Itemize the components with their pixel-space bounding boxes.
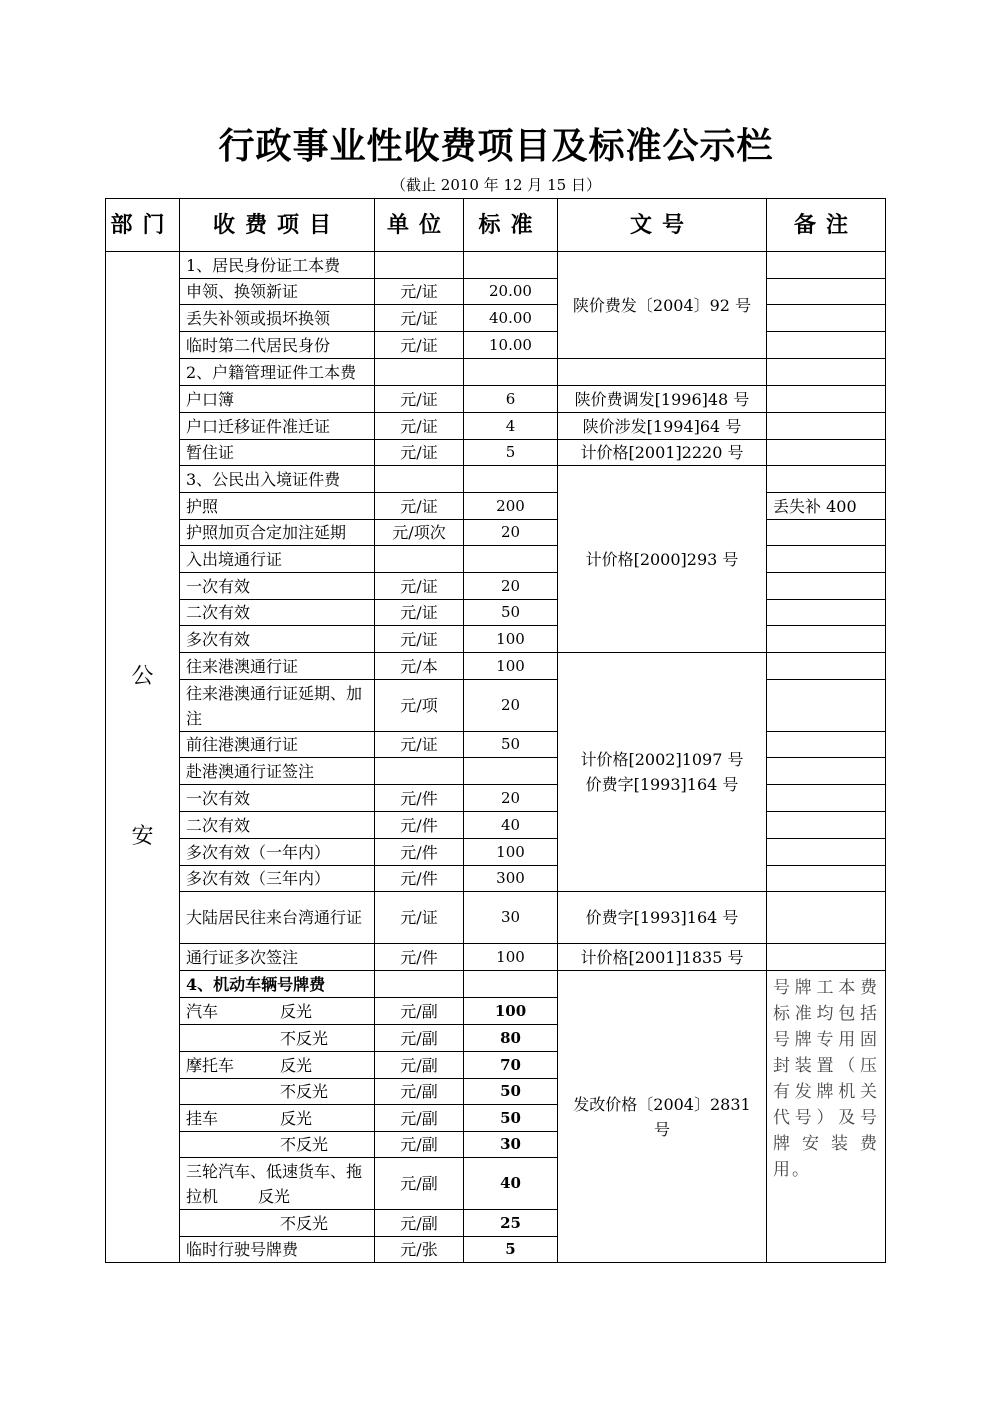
item-cell: 护照 [180,493,375,520]
table-row [106,653,886,680]
note-cell [767,866,886,892]
item-cell: 1、居民身份证工本费 [180,252,375,279]
table-row [106,573,886,600]
doc-cell [558,653,767,892]
doc-cell: 陕价费发〔2004〕92 号 [558,252,767,359]
item-cell: 大陆居民往来台湾通行证 [180,892,375,944]
item-cell: 2、户籍管理证件工本费 [180,359,375,386]
item-cell: 通行证多次签注 [180,944,375,971]
item-cell: 一次有效 [180,785,375,812]
item-cell: 户口迁移证件准迁证 [180,413,375,440]
item-cell: 临时行驶号牌费 [180,1237,375,1263]
item-cell: 3、公民出入境证件费 [180,466,375,493]
item-vehicle: 摩托车 [186,1055,235,1075]
table-row [106,493,886,520]
unit-cell [375,546,464,573]
unit-cell: 元/件 [375,944,464,971]
item-reflect: 不反光 [280,1135,329,1154]
item-cell: 赴港澳通行证签注 [180,758,375,785]
unit-cell: 元/证 [375,573,464,600]
note-cell [767,573,886,600]
table-row [106,279,886,305]
item-reflect: 反光 [280,1108,313,1128]
unit-cell: 元/件 [375,812,464,839]
header-std: 标准 [464,199,558,252]
note-cell [767,359,886,386]
std-cell: 80 [464,1025,558,1052]
unit-cell: 元/副 [375,1052,464,1079]
std-cell [464,758,558,785]
table-row [106,758,886,785]
item-reflect: 不反光 [280,1028,329,1048]
dept-cell [106,252,180,1263]
item-cell: 往来港澳通行证延期、加注 [180,680,375,732]
table-row [106,466,886,493]
item-cell [180,1052,375,1079]
table-row [106,839,886,866]
doc-line: 计价格[2002]1097 号 [580,750,744,769]
note-cell [767,386,886,413]
item-reflect: 不反光 [280,1213,329,1233]
table-row [106,305,886,332]
item-cell: 前往港澳通行证 [180,732,375,758]
unit-cell: 元/证 [375,279,464,305]
unit-cell: 元/副 [375,1025,464,1052]
std-cell: 5 [464,1237,558,1263]
item-cell: 二次有效 [180,600,375,626]
doc-cell: 价费字[1993]164 号 [558,892,767,944]
item-cell [180,1132,375,1158]
doc-cell: 计价格[2001]1835 号 [558,944,767,971]
std-cell: 20 [464,785,558,812]
note-cell [767,305,886,332]
table-row [106,386,886,413]
item-reflect: 反光 [280,1001,313,1021]
item-cell [180,998,375,1025]
item-cell [180,1105,375,1132]
note-cell [767,839,886,866]
note-cell [767,252,886,279]
unit-cell: 元/张 [375,1237,464,1263]
std-cell: 100 [464,944,558,971]
note-cell [767,440,886,466]
table-row [106,892,886,944]
doc-cell: 陕价费调发[1996]48 号 [558,386,767,413]
note-cell: 丢失补 400 [767,493,886,520]
fee-table [105,198,886,1263]
item-cell: 丢失补领或损坏换领 [180,305,375,332]
std-cell: 200 [464,493,558,520]
unit-cell: 元/证 [375,305,464,332]
std-cell: 40 [464,812,558,839]
unit-cell: 元/件 [375,866,464,892]
std-cell: 5 [464,440,558,466]
table-row [106,680,886,732]
item-reflect: 不反光 [280,1082,329,1101]
std-cell: 30 [464,892,558,944]
std-cell: 70 [464,1052,558,1079]
std-cell [464,252,558,279]
std-cell: 10.00 [464,332,558,359]
table-row [106,944,886,971]
unit-cell: 元/证 [375,493,464,520]
item-cell: 户口簿 [180,386,375,413]
std-cell: 25 [464,1210,558,1237]
std-cell [464,546,558,573]
table-row [106,413,886,440]
item-cell: 临时第二代居民身份 [180,332,375,359]
note-cell [767,653,886,680]
unit-cell: 元/证 [375,732,464,758]
item-reflect: 反光 [280,1055,313,1075]
note-cell [767,812,886,839]
unit-cell [375,252,464,279]
std-cell: 300 [464,866,558,892]
item-cell [180,1210,375,1237]
std-cell: 50 [464,600,558,626]
header-note: 备注 [767,199,886,252]
note-cell [767,600,886,626]
table-row [106,812,886,839]
table-row [106,520,886,546]
unit-cell: 元/证 [375,892,464,944]
std-cell: 30 [464,1132,558,1158]
std-cell: 40.00 [464,305,558,332]
unit-cell [375,466,464,493]
note-cell [767,279,886,305]
std-cell: 100 [464,839,558,866]
header-dept: 部门 [106,199,180,252]
page-subtitle: （截止 2010 年 12 月 15 日） [391,176,601,194]
note-cell [767,732,886,758]
item-cell: 往来港澳通行证 [180,653,375,680]
doc-cell [558,359,767,386]
doc-cell: 计价格[2000]293 号 [558,466,767,653]
unit-cell: 元/件 [375,785,464,812]
note-cell [767,520,886,546]
std-cell: 50 [464,1079,558,1105]
table-header-row [106,199,886,252]
unit-cell: 元/项次 [375,520,464,546]
unit-cell [375,758,464,785]
note-cell [767,892,886,944]
unit-cell: 元/证 [375,413,464,440]
std-cell: 100 [464,653,558,680]
table-row [106,626,886,653]
table-row [106,971,886,998]
dept-char-1: 公 [131,664,154,689]
doc-line: 价费字[1993]164 号 [585,775,739,794]
item-cell [180,1158,375,1210]
item-reflect: 反光 [258,1186,291,1206]
unit-cell: 元/件 [375,839,464,866]
unit-cell: 元/副 [375,1210,464,1237]
std-cell: 20 [464,680,558,732]
item-vehicle: 挂车 [186,1108,219,1128]
doc-cell: 计价格[2001]2220 号 [558,440,767,466]
item-cell: 4、机动车辆号牌费 [180,971,375,998]
unit-cell: 元/副 [375,998,464,1025]
std-cell: 100 [464,998,558,1025]
note-cell [767,332,886,359]
note-cell [767,546,886,573]
item-cell: 一次有效 [180,573,375,600]
note-cell [767,413,886,440]
note-cell [767,944,886,971]
note-cell [767,758,886,785]
std-cell: 4 [464,413,558,440]
table-row [106,546,886,573]
doc-cell: 陕价涉发[1994]64 号 [558,413,767,440]
unit-cell [375,971,464,998]
note-cell [767,785,886,812]
unit-cell: 元/副 [375,1158,464,1210]
item-cell: 入出境通行证 [180,546,375,573]
item-cell: 暂住证 [180,440,375,466]
unit-cell: 元/证 [375,332,464,359]
item-cell: 多次有效（一年内） [180,839,375,866]
table-row [106,866,886,892]
std-cell: 6 [464,386,558,413]
table-row [106,332,886,359]
item-vehicle: 汽车 [186,1001,219,1021]
unit-cell: 元/副 [375,1105,464,1132]
item-cell [180,1025,375,1052]
table-row [106,732,886,758]
item-cell: 护照加页合定加注延期 [180,520,375,546]
unit-cell: 元/证 [375,386,464,413]
table-row [106,600,886,626]
unit-cell: 元/副 [375,1132,464,1158]
table-row [106,359,886,386]
item-cell [180,1079,375,1105]
std-cell: 100 [464,626,558,653]
std-cell: 50 [464,732,558,758]
table-row [106,785,886,812]
std-cell: 20.00 [464,279,558,305]
header-unit: 单位 [375,199,464,252]
doc-cell: 发改价格〔2004〕2831 号 [558,971,767,1263]
std-cell [464,971,558,998]
unit-cell: 元/本 [375,653,464,680]
item-cell: 二次有效 [180,812,375,839]
std-cell: 20 [464,520,558,546]
unit-cell: 元/证 [375,626,464,653]
std-cell: 20 [464,573,558,600]
unit-cell [375,359,464,386]
item-cell: 申领、换领新证 [180,279,375,305]
item-cell: 多次有效（三年内） [180,866,375,892]
note-cell [767,466,886,493]
unit-cell: 元/项 [375,680,464,732]
note-cell: 号牌工本费标准均包括号牌专用固封装置（压有发牌机关代号）及号牌安装费用。 [767,971,886,1263]
std-cell [464,359,558,386]
page-title: 行政事业性收费项目及标准公示栏 [218,125,774,167]
std-cell: 50 [464,1105,558,1132]
unit-cell: 元/证 [375,600,464,626]
unit-cell: 元/副 [375,1079,464,1105]
header-item: 收费项目 [180,199,375,252]
table-row [106,440,886,466]
unit-cell: 元/证 [375,440,464,466]
item-cell: 多次有效 [180,626,375,653]
header-doc: 文号 [558,199,767,252]
note-cell [767,680,886,732]
dept-char-2: 安 [131,824,154,849]
std-cell: 40 [464,1158,558,1210]
item-vehicle: 三轮汽车、低速货车、拖拉机 [186,1161,363,1206]
std-cell [464,466,558,493]
table-row [106,252,886,279]
note-cell [767,626,886,653]
